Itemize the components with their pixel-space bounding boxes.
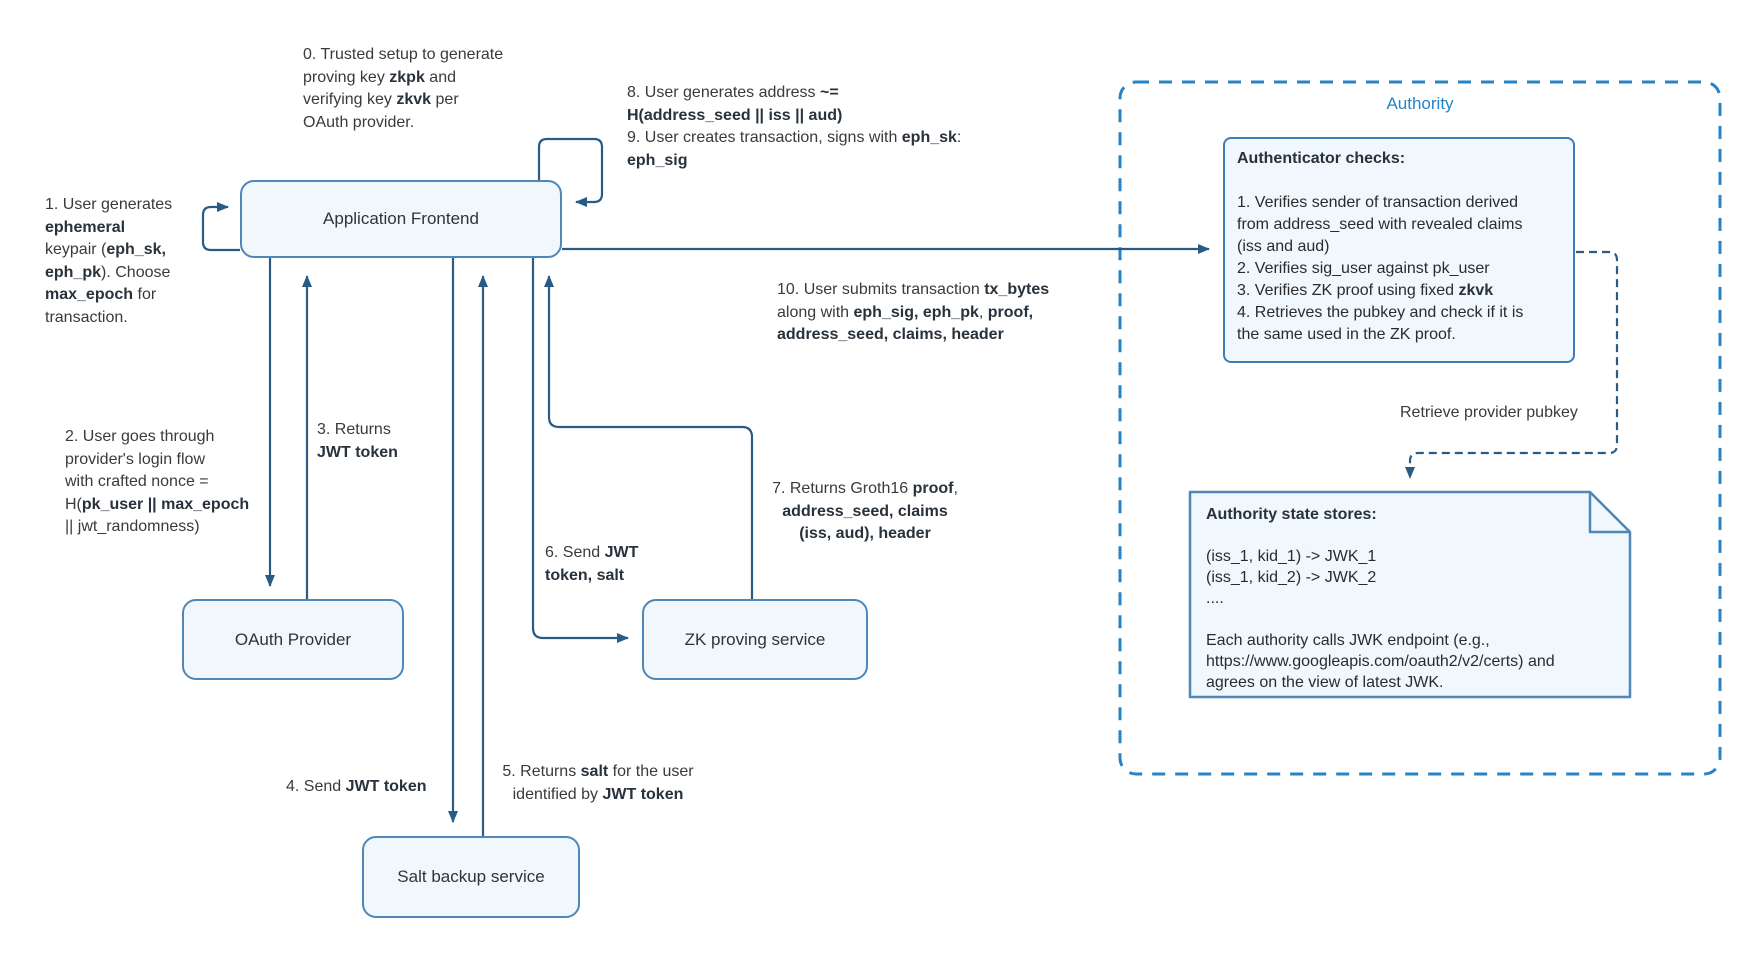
- note-step-6: 6. Send JWT token, salt: [545, 544, 639, 584]
- self-loop-left-arrow: [203, 207, 240, 250]
- salt-backup-service-label: Salt backup service: [397, 867, 545, 886]
- zk-proving-service-box: [642, 599, 868, 680]
- authority-state-stores-text: Authority state stores: (iss_1, kid_1) -> JWK_1 (iss_1, kid_2) -> JWK_2 .... Each authority calls JWK endpoint (e.g., https://www.googleapis.com/oauth2/v2/certs) and agrees on the view of latest JWK.: [1206, 506, 1555, 691]
- note-step-1: 1. User generates ephemeral keypair (eph_sk, eph_pk). Choose max_epoch for transaction.: [45, 196, 173, 326]
- retrieve-pubkey-label: Retrieve provider pubkey: [1400, 404, 1578, 421]
- zk-proving-service-label: ZK proving service: [684, 629, 826, 649]
- note-step-10: 10. User submits transaction tx_bytes along with eph_sig, eph_pk, proof, address_seed, claims, header: [777, 281, 1050, 343]
- oauth-provider-label: OAuth Provider: [234, 629, 352, 649]
- authenticator-checks-box: Authenticator checks: 1. Verifies sender of transaction derived from address_seed with revealed claims (iss and aud) 2. Verifies sig_user against pk_user 3. Verifies ZK proof using fixed zkvk 4. Retrieves the pubkey and check if it is the same used in the ZK proof.: [1223, 137, 1575, 363]
- note-step-4: 4. Send JWT token: [286, 778, 427, 795]
- note-step-2: 2. User goes through provider's login flow with crafted nonce = H(pk_user || max_epoch || jwt_randomness): [65, 428, 250, 535]
- application-frontend-box: [240, 180, 562, 258]
- note-step-3: 3. Returns JWT token: [317, 421, 398, 461]
- note-step-8-9: 8. User generates address ~= H(address_seed || iss || aud) 9. User creates transaction, signs with eph_sk: eph_sig: [627, 84, 962, 169]
- note-step-7: 7. Returns Groth16 proof, address_seed, claims (iss, aud), header: [772, 480, 958, 542]
- note-step-0: 0. Trusted setup to generate proving key zkpk and verifying key zkvk per OAuth provider.: [303, 46, 504, 131]
- note-step-5: 5. Returns salt for the user identified by JWT token: [502, 763, 694, 803]
- application-frontend-label: Application Frontend: [323, 209, 479, 228]
- oauth-provider-box: [182, 599, 404, 680]
- salt-backup-service-box: [362, 836, 580, 918]
- authority-label: Authority: [1386, 94, 1454, 113]
